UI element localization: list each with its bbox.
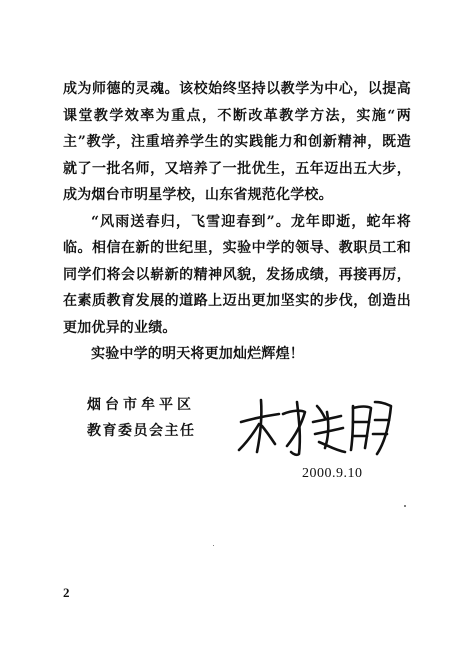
scan-speck: [404, 505, 406, 507]
scan-speck: [213, 545, 214, 546]
paragraph-1: 成为师德的灵魂。该校始终坚持以教学为中心，以提高课堂教学效率为重点，不断改革教学方法，实施“两主”教学，注重培养学生的实践能力和创新精神，既造就了一批名师，又培养了一批优生，五年迈出五大步，成为烟台市明星学校，山东省规范化学校。: [63, 81, 411, 203]
page-number: 2: [63, 585, 70, 600]
signatory-organization: 烟台市牟平区: [87, 397, 195, 413]
paragraph-2: “风雨送春归，飞雪迎春到”。龙年即逝，蛇年将临。相信在新的世纪里，实验中学的领导、教职员工和同学们将会以崭新的精神风貌，发扬成绩，再接再厉，在素质教育发展的道路上迈出更加坚实的步伐，创造出更加优异的业绩。: [63, 213, 411, 336]
body-text: [63, 76, 411, 368]
signature-date: 2000.9.10: [302, 466, 363, 481]
signatory-title: 教育委员会主任: [87, 423, 196, 439]
paragraph-3: 实验中学的明天将更加灿烂辉煌！: [91, 346, 304, 362]
handwritten-signature: [235, 392, 395, 462]
